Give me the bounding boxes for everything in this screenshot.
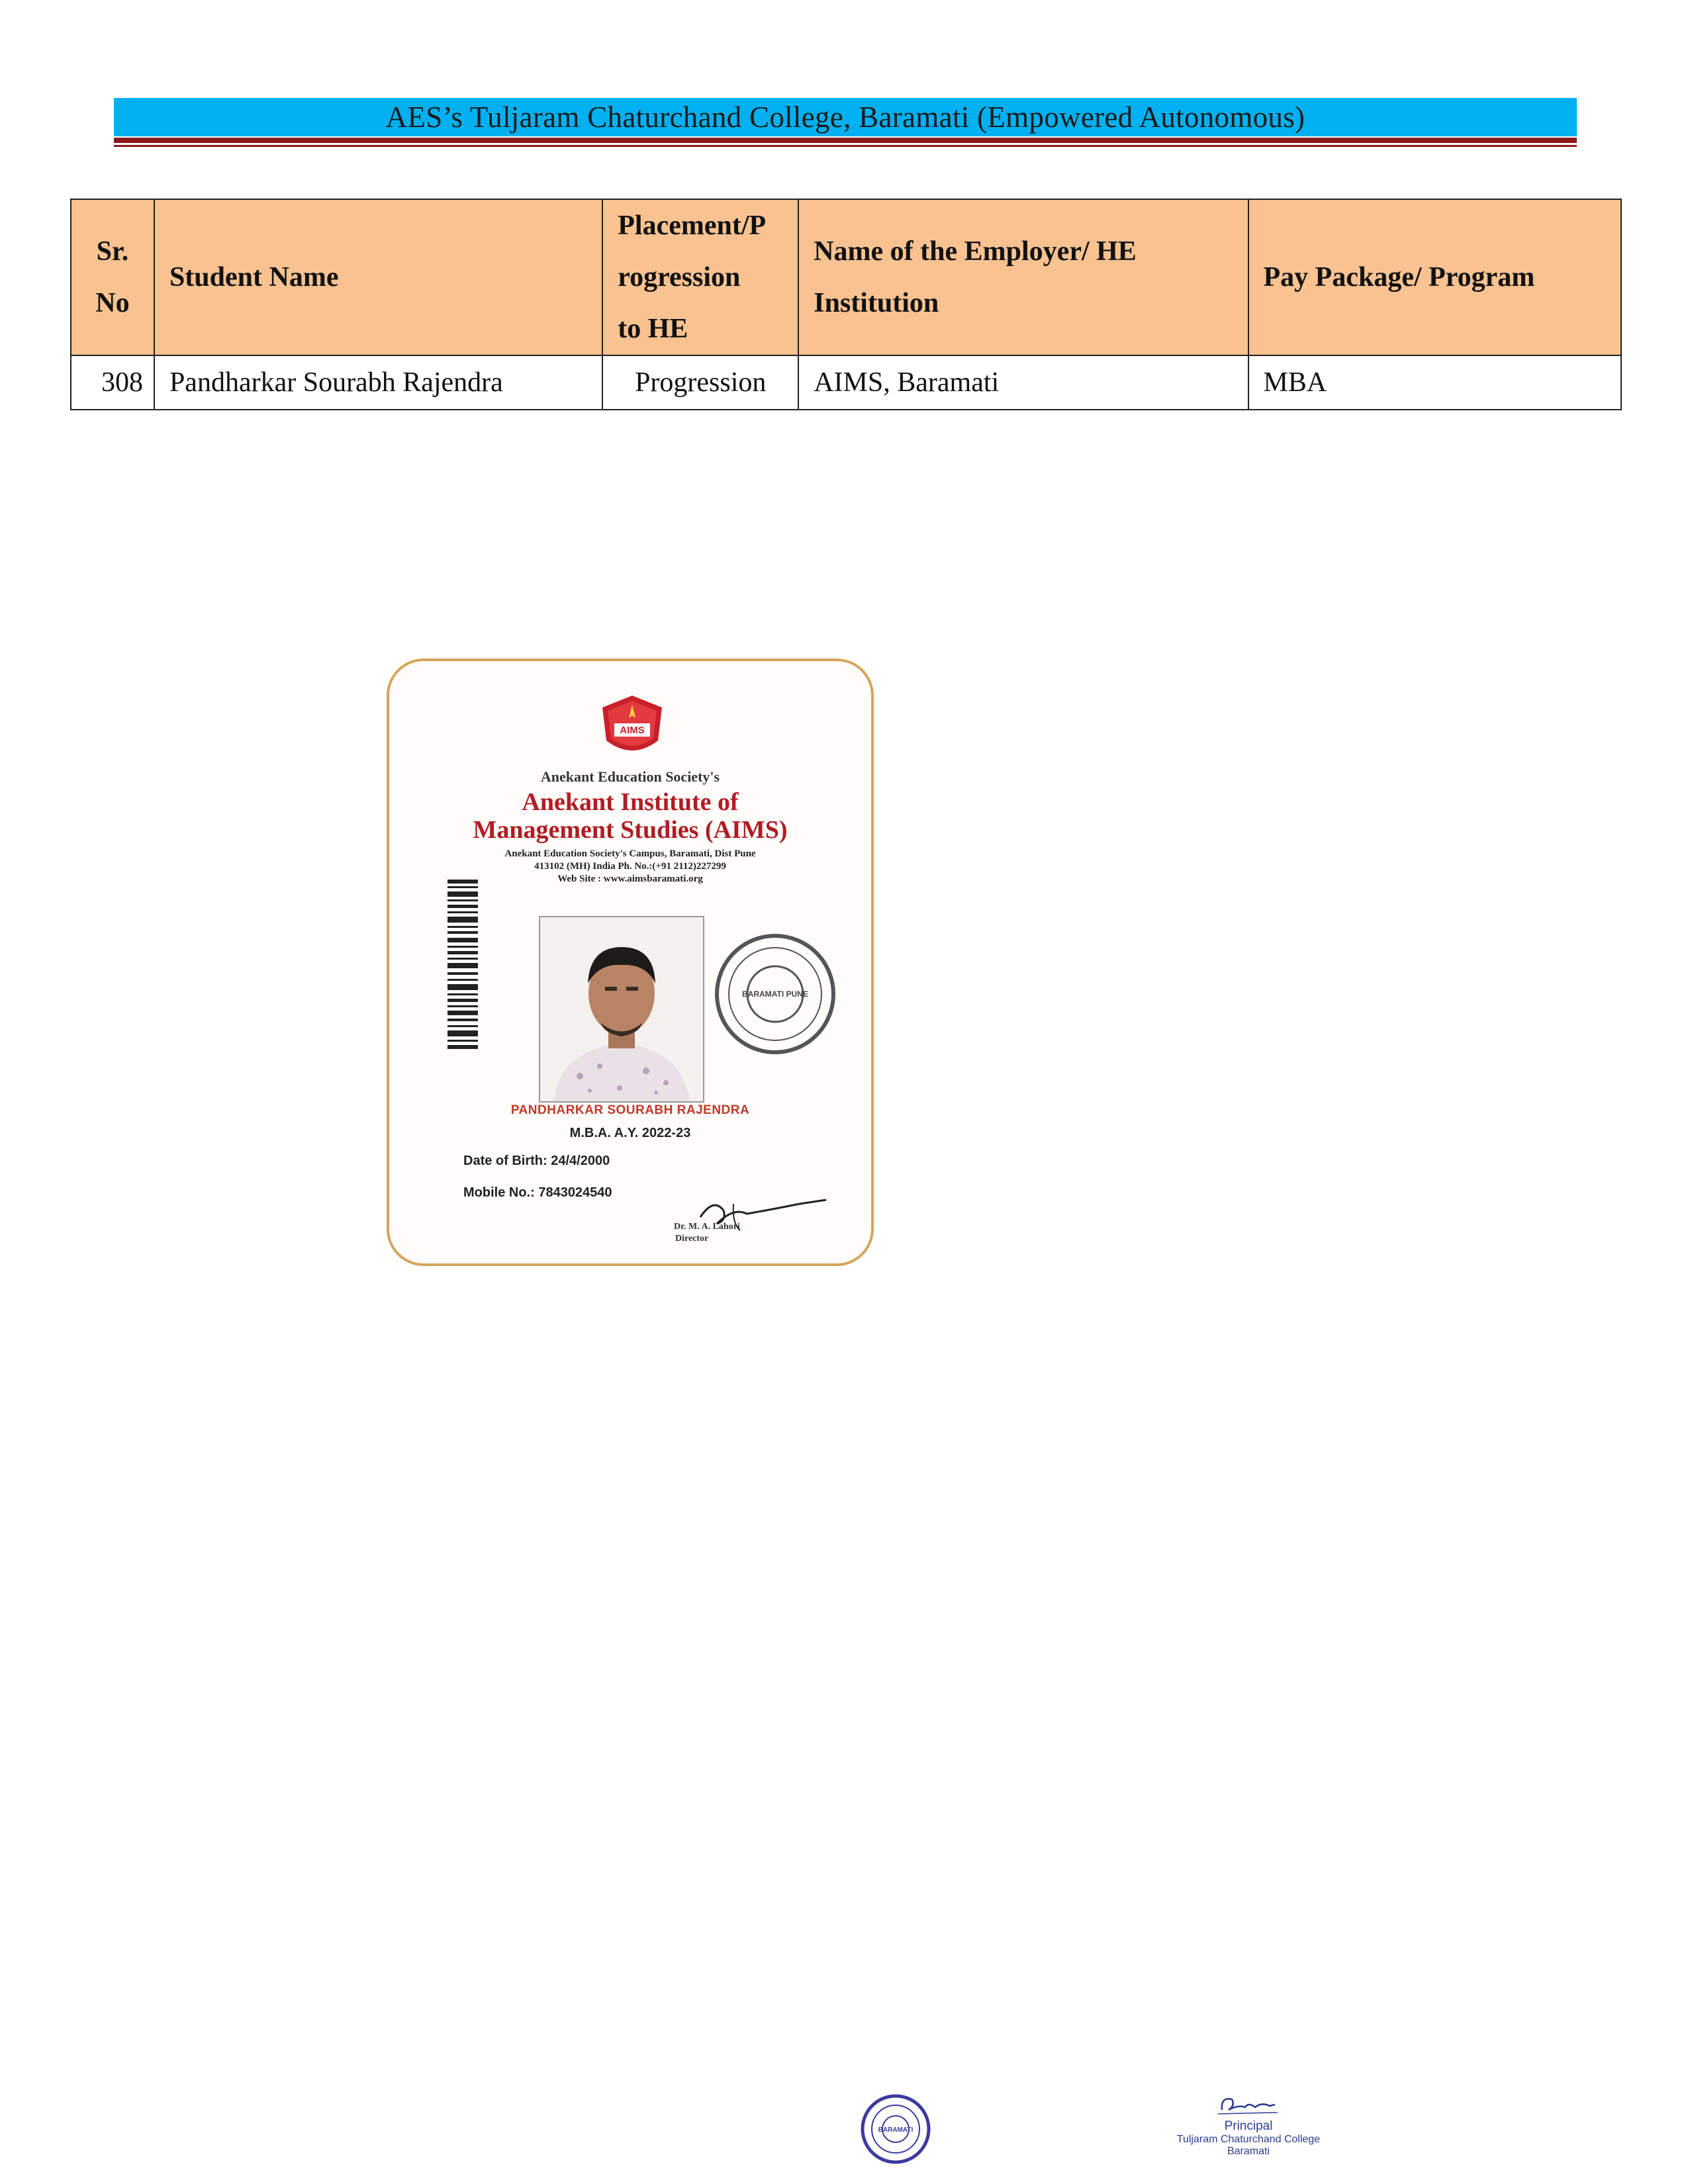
person-portrait-icon [540,917,703,1101]
table-row [71,355,1621,410]
placement-table [70,199,1622,410]
cell-pay-package: MBA [1248,355,1621,410]
header-employer-line-1: Name of the Employer/ HE [814,236,1137,267]
student-photo [539,916,704,1103]
header-sr-line-1: Sr. [96,236,129,267]
card-mobile-number: Mobile No.: 7843024540 [463,1185,612,1200]
principal-title: Principal [1224,2119,1273,2133]
header-type-line-1: Placement/P [618,210,767,241]
logo-lettering: AIMS [620,725,645,736]
cell-placement-type: Progression [602,355,798,410]
barcode-icon [447,880,478,1056]
card-website: Web Site : www.aimsbaramati.org [557,874,703,884]
card-institute-line-2: Management Studies (AIMS) [473,816,788,844]
header-student-name: Student Name [154,199,602,355]
principal-college: Tuljaram Chaturchand College [1176,2134,1321,2145]
header-rule-thin [114,145,1577,147]
college-title: AES’s Tuljaram Chaturchand College, Baramati (Empowered Autonomous) [385,101,1305,134]
header-type-line-2: rogression [618,262,741,293]
principal-signature-icon [1209,2090,1288,2122]
document-header [114,98,1577,136]
card-society-name: Anekant Education Society's [540,768,720,785]
cell-employer: AIMS, Baramati [798,355,1248,410]
card-course: M.B.A. A.Y. 2022-23 [569,1126,691,1140]
header-rule [114,138,1577,143]
seal-lettering: BARAMATI [878,2126,914,2134]
signatory-title: Director [675,1234,709,1244]
header-sr-no [71,199,154,355]
header-pay-package: Pay Package/ Program [1248,199,1621,355]
student-id-card [387,659,874,1266]
principal-city: Baramati [1227,2146,1270,2157]
institute-stamp-icon [712,931,838,1057]
cell-student-name: Pandharkar Sourabh Rajendra [154,355,602,410]
card-institute-line-1: Anekant Institute of [522,788,739,816]
header-sr-line-2: No [95,288,130,318]
cell-sr-no: 308 [71,355,154,410]
header-employer-line-2: Institution [814,288,939,318]
stamp-lettering: BARAMATI PUNE [742,989,808,999]
signatory-name: Dr. M. A. Lahori [674,1222,740,1232]
card-student-name: PANDHARKAR SOURABH RAJENDRA [510,1103,750,1117]
card-address-line-2: 413102 (MH) India Ph. No.:(+91 2112)227299 [534,861,726,872]
principal-signature-block [1162,2090,1335,2183]
table-header-row [71,199,1621,355]
header-type-line-3: to HE [618,314,688,344]
card-date-of-birth: Date of Birth: 24/4/2000 [463,1154,610,1168]
aims-logo-icon [596,694,669,760]
card-address-line-1: Anekant Education Society's Campus, Baramati, Dist Pune [504,848,756,859]
director-signature-icon [634,1191,833,1250]
college-seal-icon [859,2093,932,2165]
header-employer [798,199,1248,355]
header-placement-type [602,199,798,355]
